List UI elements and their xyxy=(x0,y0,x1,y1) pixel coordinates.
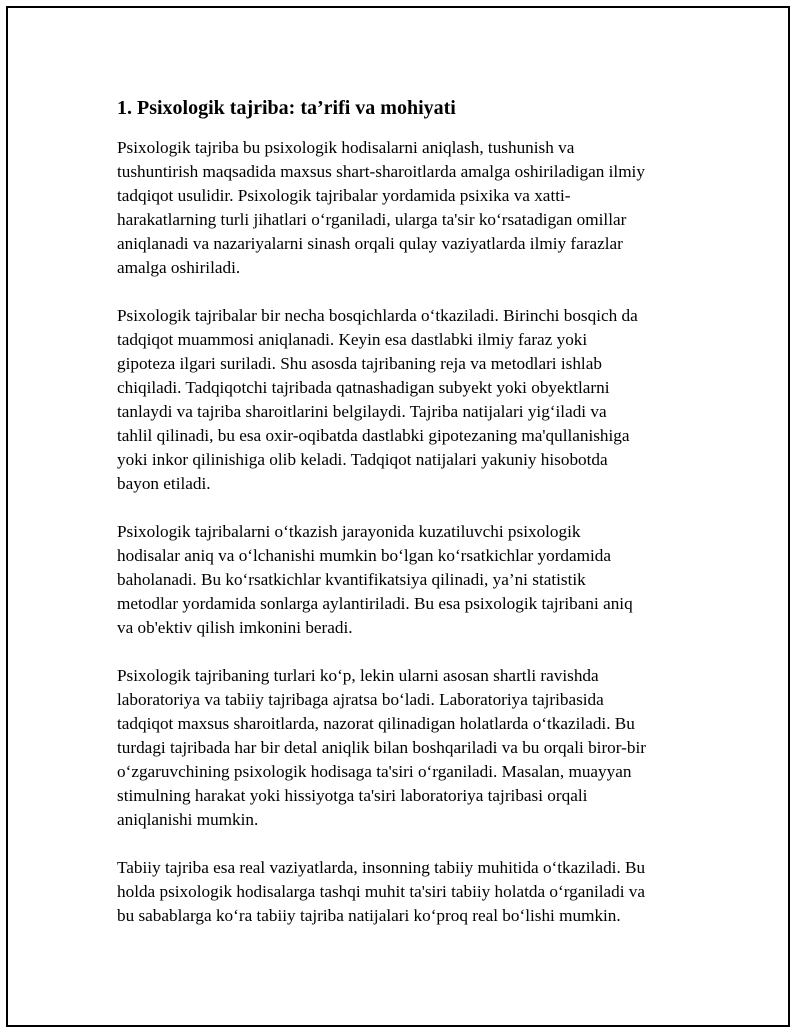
paragraph-natural-experiment: Tabiiy tajriba esa real vaziyatlarda, insonning tabiiy muhitida o‘tkaziladi. Bu holda psixologik hodisalarga tashqi muhit ta'siri tabiiy holatda o‘rganiladi va bu sabablarga ko‘ra tabiiy tajriba natijalari ko‘proq real bo‘lishi mumkin. xyxy=(117,858,646,925)
paragraph-measurement: Psixologik tajribalarni o‘tkazish jarayonida kuzatiluvchi psixologik hodisalar aniq va o‘lchanishi mumkin bo‘lgan ko‘rsatkichlar yordamida baholanadi. Bu ko‘rsatkichlar kvantifikatsiya qilinadi, ya’ni statistik metodlar yordamida sonlarga aylantiriladi. Bu esa psixologik tajribani aniq va ob'ektiv qilish imkonini beradi. xyxy=(117,522,633,637)
paragraph-stages: Psixologik tajribalar bir necha bosqichlarda o‘tkaziladi. Birinchi bosqich da tadqiqot muammosi aniqlanadi. Keyin esa dastlabki ilmiy faraz yoki gipoteza ilgari suriladi. Shu asosda tajribaning reja va metodlari ishlab chiqiladi. Tadqiqotchi tajribada qatnashadigan subyekt yoki obyektlarni tanlaydi va tajriba sharoitlarini belgilaydi. Tajriba natijalari yig‘iladi va tahlil qilinadi, bu esa oxir-oqibatda dastlabki gipotezaning ma'qullanishiga yoki inkor qilinishiga olib keladi. Tadqiqot natijalari yakuniy hisobotda bayon etiladi. xyxy=(117,306,638,493)
paragraph-definition: Psixologik tajriba bu psixologik hodisalarni aniqlash, tushunish va tushuntirish maqsadida maxsus shart-sharoitlarda amalga oshiriladigan ilmiy tadqiqot usulidir. Psixologik tajribalar yordamida psixika va xatti- harakatlarning turli jihatlari o‘rganiladi, ularga ta'sir ko‘rsatadigan omillar aniqlanadi va nazariyalarni sinash orqali qulay vaziyatlarda ilmiy farazlar amalga oshiriladi. xyxy=(117,138,645,277)
section-heading: 1. Psixologik tajriba: ta’rifi va mohiyati xyxy=(117,97,456,119)
paragraph-types: Psixologik tajribaning turlari ko‘p, lekin ularni asosan shartli ravishda laboratoriya va tabiiy tajribaga ajratsa bo‘ladi. Laboratoriya tajribasida tadqiqot maxsus sharoitlarda, nazorat qilinadigan holatlarda o‘tkaziladi. Bu turdagi tajribada har bir detal aniqlik bilan boshqariladi va bu orqali biror-bir o‘zgaruvchining psixologik hodisaga ta'siri o‘rganiladi. Masalan, muayyan stimulning harakat yoki hissiyotga ta'siri laboratoriya tajribasi orqali aniqlanishi mumkin. xyxy=(117,666,646,829)
document-body xyxy=(112,96,688,928)
